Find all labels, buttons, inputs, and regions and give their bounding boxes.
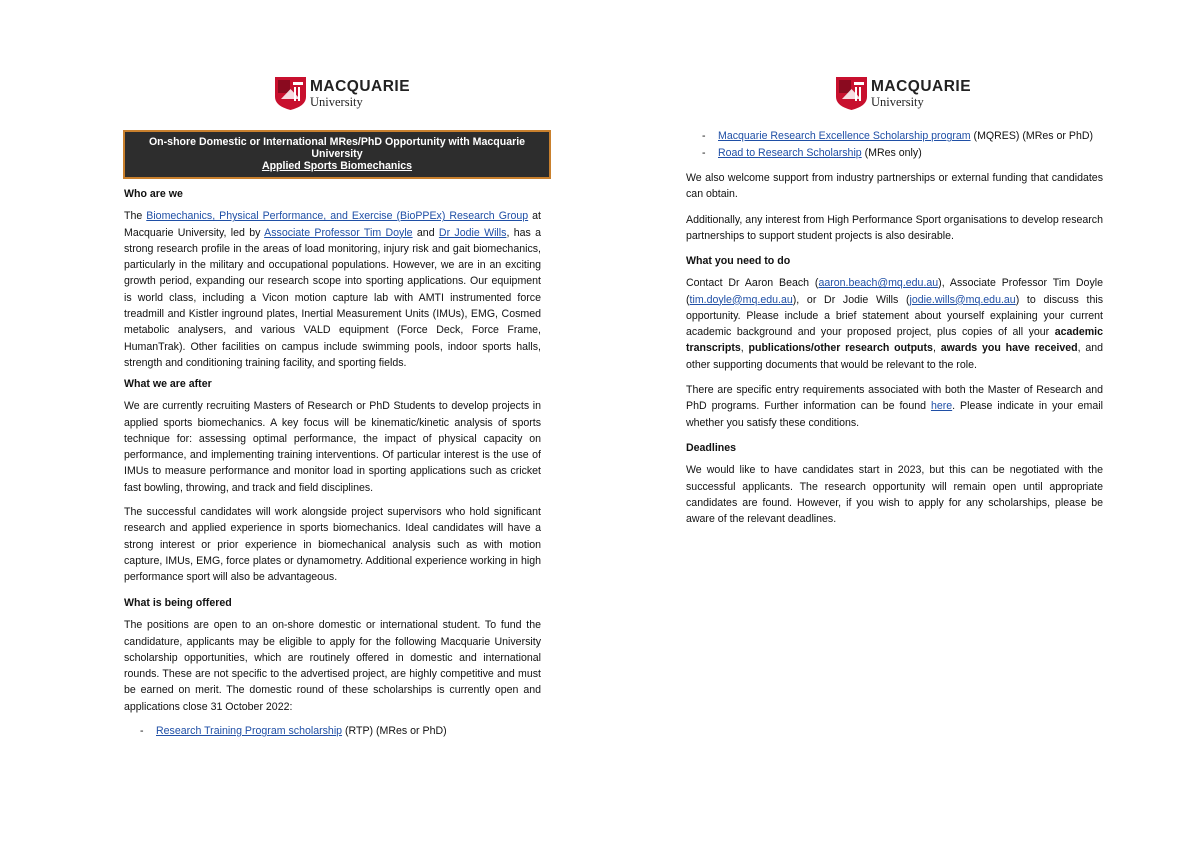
support-paragraph-1: We also welcome support from industry partnerships or external funding that candidates can obtain. [686, 172, 1103, 201]
after-section [124, 376, 541, 586]
publications-text: publications/other research outputs [748, 342, 933, 355]
who-text-4: , has a strong research profile in the areas of load monitoring, injury risk and gait biomechanics, particularly in the military and occupational populations. However, we are in an exciting growth period, expanding our research scope into sporting applications. Our equipment is world class, including a Vicon motion capture lab with AMTI instrumented force treadmill and Kistler inground plates, Inertial Measurement Units (IMUs), EMG, Cosmed metabolic analysers, and various VALD equipment (Force Deck, Force Frame, HumanTrak). Other facilities on campus include swimming pools, indoor sports halls, strength and conditioning training facility, and sporting fields. [124, 226, 542, 369]
macquarie-logo [275, 77, 410, 110]
jodie-wills-link[interactable]: Dr Jodie Wills [438, 226, 507, 239]
need-text-6: , [932, 342, 941, 355]
who-text-1: The [124, 210, 147, 223]
logo-subtitle: University [310, 94, 363, 109]
banner-title: On-shore Domestic or International MRes/PhD Opportunity with Macquarie University [148, 136, 526, 160]
who-paragraph [124, 208, 541, 371]
who-section [124, 186, 541, 371]
mqres-scholarship-link[interactable]: Macquarie Research Excellence Scholarship program [718, 130, 971, 142]
offered-paragraph-1: The positions are open to an on-shore domestic or international student. To fund the candidature, applicants may be eligible to apply for the following Macquarie University scholarship opportunities, which are routinely offered in domestic and international rounds. These are not specific to the advertised project, are highly competitive and must be earned on merit. The domestic round of these scholarships is currently open and applications close 31 October 2022: [124, 619, 541, 713]
title-banner [123, 130, 551, 179]
who-text-3: and [412, 226, 439, 239]
need-text-2: ), Associate Professor Tim Doyle ( [686, 277, 1103, 306]
need-section [686, 253, 1103, 431]
here-link[interactable]: here [930, 400, 953, 413]
need-text-3: ), or Dr Jodie Wills ( [792, 293, 910, 306]
road-to-research-link[interactable]: Road to Research Scholarship [718, 147, 862, 159]
need-heading: What you need to do [686, 255, 791, 267]
after-paragraph-1: We are currently recruiting Masters of Research or PhD Students to develop projects in applied sports biomechanics. A key focus will be kinematic/kinetic analysis of sports technique for: assessing optimal performance, the impact of physical capacity on performance, and implementing training interventions. Of particular interest is the use of IMUs to measure performance and monitor load in sporting applications such as cricket fast bowling, throwing, and track and field disciplines. [124, 400, 541, 494]
tim-doyle-email-link[interactable]: tim.doyle@mq.edu.au [689, 293, 793, 306]
need-paragraph-1 [686, 275, 1103, 373]
offered-section [124, 595, 541, 715]
university-crest-icon [275, 77, 306, 110]
aaron-beach-email-link[interactable]: aaron.beach@mq.edu.au [818, 277, 939, 290]
awards-text: awards you have received [940, 342, 1078, 355]
page-2 [600, 0, 1200, 847]
need-text-7: , and other supporting documents that would be relevant to the role. [686, 342, 1103, 371]
logo-wordmark: MACQUARIE [871, 78, 972, 95]
logo-wordmark: MACQUARIE [310, 78, 411, 95]
who-heading: Who are we [124, 188, 183, 200]
logo-subtitle: University [871, 94, 924, 109]
support-paragraph-2: Additionally, any interest from High Performance Sport organisations to develop research partnerships to support student projects is also desirable. [686, 213, 1103, 242]
need-text-5: , [740, 342, 749, 355]
bioppex-group-link[interactable]: Biomechanics, Physical Performance, and Exercise (BioPPEx) Research Group [146, 210, 529, 223]
deadlines-heading: Deadlines [686, 442, 737, 454]
academic-transcripts-text: academic transcripts [686, 326, 1103, 355]
jodie-wills-email-link[interactable]: jodie.wills@mq.edu.au [909, 293, 1016, 306]
offered-heading: What is being offered [124, 597, 232, 609]
deadlines-section [686, 440, 1103, 527]
after-paragraph-2: The successful candidates will work alongside project supervisors who hold significant research and applied experience in sports biomechanics. Ideal candidates will have a strong interest or prior experience in biomechanical analysis such as with motion capture, IMUs, EMG, force plates or dynamometry. Additional experience working in high performance sport will also be advantageous. [124, 506, 541, 584]
macquarie-logo [836, 77, 971, 110]
tim-doyle-link[interactable]: Associate Professor Tim Doyle [264, 226, 413, 239]
deadlines-paragraph: We would like to have candidates start in 2023, but this can be negotiated with the successful applicants. The research opportunity will remain open until appropriate candidates are found. However, if you wish to apply for any scholarships, please be aware of the relevant deadlines. [686, 464, 1103, 526]
bullet-dash: - [702, 147, 706, 159]
university-crest-icon [836, 77, 867, 110]
requirements-text-2: . Please indicate in your email whether you satisfy these conditions. [686, 400, 1103, 429]
bullet-dash: - [140, 725, 144, 737]
banner-subtitle: Applied Sports Biomechanics [261, 160, 413, 172]
rtp-scholarship-link[interactable]: Research Training Program scholarship [156, 725, 343, 737]
rtp-scholarship-note: (RTP) (MRes or PhD) [342, 725, 447, 737]
support-section [686, 170, 1103, 244]
after-heading: What we are after [124, 378, 212, 390]
need-text-1: Contact Dr Aaron Beach ( [686, 277, 819, 290]
bullet-dash: - [702, 130, 706, 142]
road-to-research-note: (MRes only) [861, 147, 922, 159]
need-text-4: ) to discuss this opportunity. Please include a brief statement about yourself explaining your current academic background and your proposed project, plus copies of all your [686, 293, 1103, 339]
mqres-scholarship-note: (MQRES) (MRes or PhD) [970, 130, 1094, 142]
requirements-text-1: There are specific entry requirements associated with both the Master of Research and PhD programs. Further information can be found [686, 384, 1103, 413]
who-text-2: at Macquarie University, led by [124, 210, 541, 239]
need-paragraph-2 [686, 382, 1103, 431]
